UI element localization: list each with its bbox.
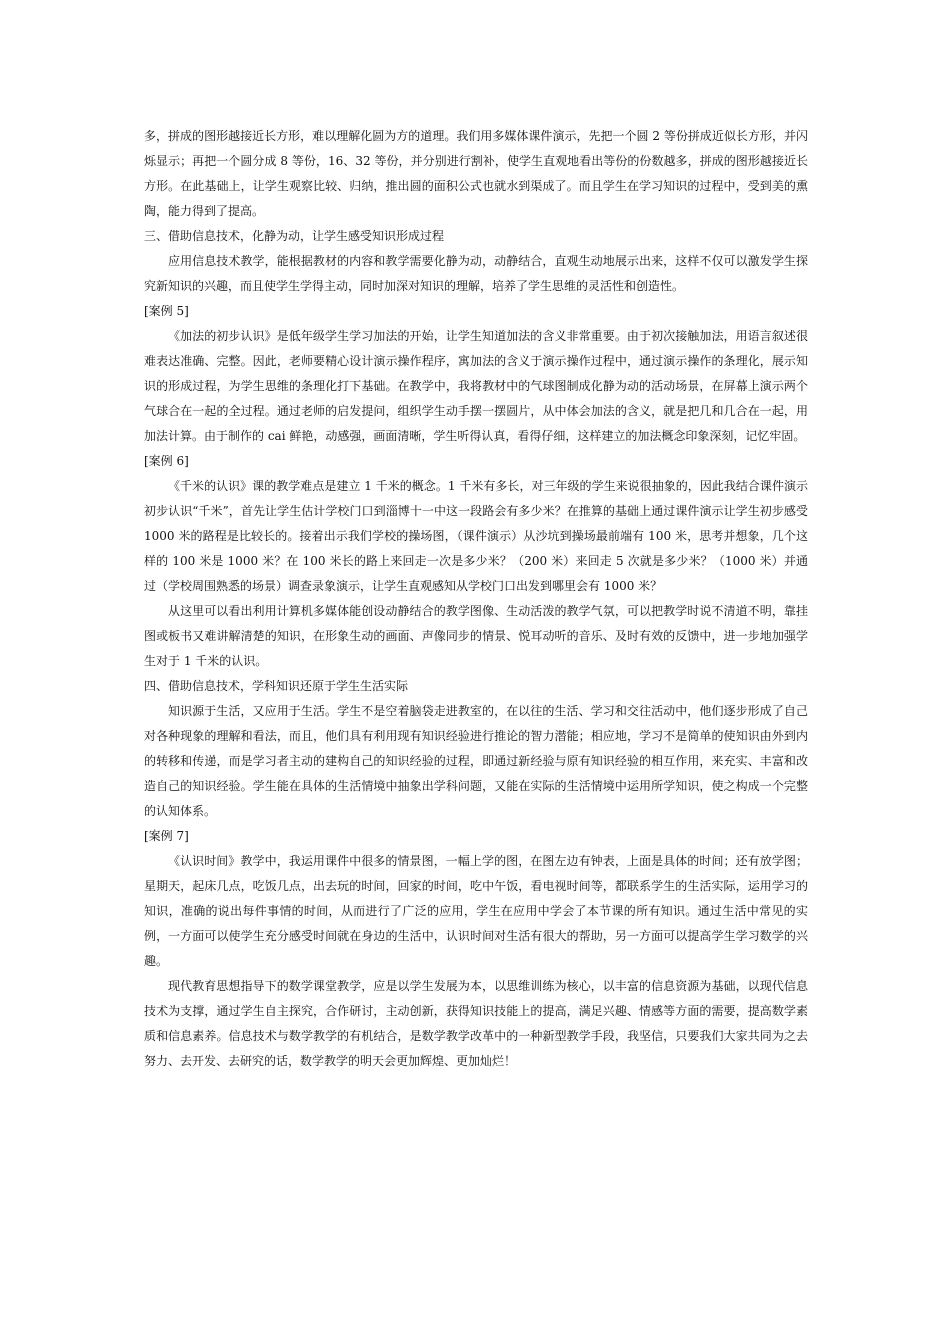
case-label-5: [案例 5]: [144, 304, 189, 318]
paragraph-3: 应用信息技术教学，能根据教材的内容和教学需要化静为动，动静结合，直观生动地展示出来，这样不仅可以激发学生探究新知识的兴趣，而且使学生学得主动，同时加深对知识的理解，培养了学生思维的灵活性和创造性。: [144, 254, 808, 293]
document-page: [144, 124, 808, 1074]
paragraph-1: 多，拼成的图形越接近长方形，难以理解化圆为方的道理。我们用多媒体课件演示，先把一个圆 2 等份拼成近似长方形，并闪烁显示；再把一个圆分成 8 等份，16、32 等份，并分别进行割补，使学生直观地看出等份的份数越多，拼成的图形越接近长方形。在此基础上，让学生观察比较、归纳，推出圆的面积公式也就水到渠成了。而且学生在学习知识的过程中，受到美的熏陶，能力得到了提高。: [144, 129, 808, 218]
paragraph-10: 知识源于生活，又应用于生活。学生不是空着脑袋走进教室的，在以往的生活、学习和交往活动中，他们逐步形成了自己对各种现象的理解和看法，而且，他们具有利用现有知识经验进行推论的智力潜能；相应地，学习不是简单的使知识由外到内的转移和传递，而是学习者主动的建构自己的知识经验的过程，即通过新经验与原有知识经验的相互作用，来充实、丰富和改造自己的知识经验。学生能在具体的生活情境中抽象出学科问题，又能在实际的生活情境中运用所学知识，使之构成一个完整的认知体系。: [144, 704, 808, 818]
paragraph-12: 《认识时间》教学中，我运用课件中很多的情景图，一幅上学的图，在图左边有钟表，上面是具体的时间；还有放学图；星期天，起床几点，吃饭几点，出去玩的时间，回家的时间，吃中午饭，看电视时间等，都联系学生的生活实际，运用学习的知识，准确的说出每件事情的时间，从而进行了广泛的应用，学生在应用中学会了本节课的所有知识。通过生活中常见的实例，一方面可以使学生充分感受时间就在身边的生活中，认识时间对生活有很大的帮助，另一方面可以提高学生学习数学的兴趣。: [144, 854, 808, 968]
section-heading-3: 三、借助信息技术，化静为动，让学生感受知识形成过程: [144, 229, 445, 243]
paragraph-8: 从这里可以看出利用计算机多媒体能创设动静结合的教学图像、生动活泼的教学气氛，可以把教学时说不清道不明，靠挂图或板书又难讲解清楚的知识，在形象生动的画面、声像同步的情景、悦耳动听的音乐、及时有效的反馈中，进一步地加强学生对于 1 千米的认识。: [144, 604, 808, 668]
case-label-6: [案例 6]: [144, 454, 189, 468]
section-heading-4: 四、借助信息技术，学科知识还原于学生生活实际: [144, 679, 409, 693]
paragraph-7: 《千米的认识》课的教学难点是建立 1 千米的概念。1 千米有多长，对三年级的学生来说很抽象的，因此我结合课件演示初步认识“千米”，首先让学生估计学校门口到淄博十一中这一段路会有多少米？在推算的基础上通过课件演示让学生初步感受 1000 米的路程是比较长的。接着出示我们学校的操场图，（课件演示）从沙坑到操场最前端有 100 米，思考并想象，几个这样的 100 米是 1000 米？在 100 米长的路上来回走一次是多少米？（200 米）来回走 5 次就是多少米？（1000 米）并通过（学校周围熟悉的场景）调查录象演示，让学生直观感知从学校门口出发到哪里会有 1000 米？: [144, 479, 808, 593]
case-label-7: [案例 7]: [144, 829, 189, 843]
paragraph-5: 《加法的初步认识》是低年级学生学习加法的开始，让学生知道加法的含义非常重要。由于初次接触加法，用语言叙述很难表达准确、完整。因此，老师要精心设计演示操作程序，寓加法的含义于演示操作过程中，通过演示操作的条理化，展示知识的形成过程，为学生思维的条理化打下基础。在教学中，我将教材中的气球图制成化静为动的活动场景，在屏幕上演示两个气球合在一起的全过程。通过老师的启发提问，组织学生动手摆一摆圆片，从中体会加法的含义，就是把几和几合在一起，用加法计算。由于制作的 cai 鲜艳，动感强，画面清晰，学生听得认真，看得仔细，这样建立的加法概念印象深刻，记忆牢固。: [144, 329, 808, 443]
paragraph-13: 现代教育思想指导下的数学课堂教学，应是以学生发展为本，以思维训练为核心，以丰富的信息资源为基础，以现代信息技术为支撑，通过学生自主探究，合作研讨，主动创新，获得知识技能上的提高，满足兴趣、情感等方面的需要，提高数学素质和信息素养。信息技术与数学教学的有机结合，是数学教学改革中的一种新型教学手段，我坚信，只要我们大家共同为之去努力、去开发、去研究的话，数学教学的明天会更加辉煌、更加灿烂！: [144, 979, 808, 1068]
